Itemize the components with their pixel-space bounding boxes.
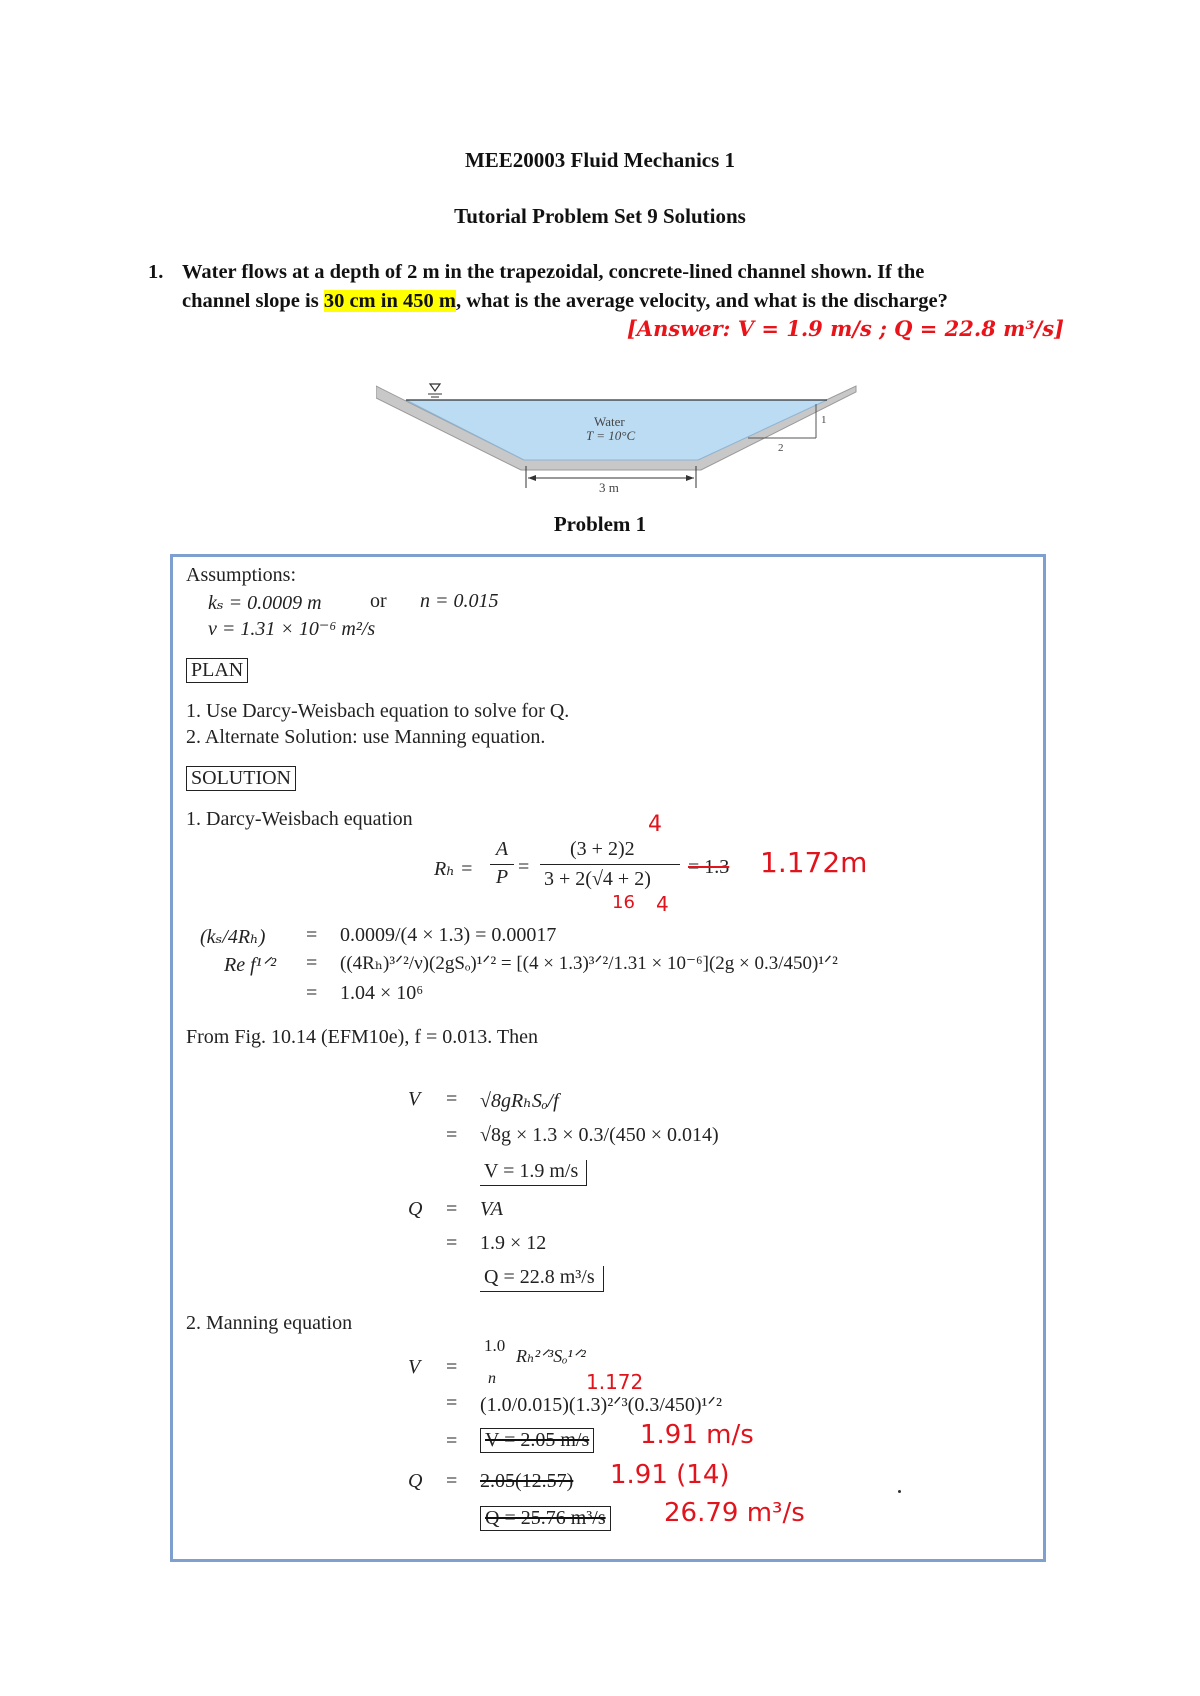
equals-sign: = <box>306 952 318 974</box>
equals-sign: = <box>446 1470 458 1492</box>
rh-lhs: Rₕ = <box>434 858 474 880</box>
darcy-weisbach-title: 1. Darcy-Weisbach equation <box>186 808 413 830</box>
q-lhs: Q <box>408 1198 423 1220</box>
solution-label: SOLUTION <box>186 766 296 791</box>
handwritten-rh: 1.172m <box>760 846 868 879</box>
q-formula: VA <box>480 1198 503 1220</box>
plan-step-2: 2. Alternate Solution: use Manning equation. <box>186 726 546 748</box>
equals-sign: = <box>446 1392 458 1414</box>
nu-assumption: ν = 1.31 × 10⁻⁶ m²/s <box>208 618 376 640</box>
v-substitution: √8g × 1.3 × 0.3/(450 × 0.014) <box>480 1124 719 1146</box>
document-subtitle: Tutorial Problem Set 9 Solutions <box>454 204 746 228</box>
manning-n: n <box>488 1370 496 1387</box>
manning-q-result-text: Q = 25.76 m³/s <box>485 1507 606 1529</box>
q-substitution: 1.9 × 12 <box>480 1232 547 1254</box>
equals-sign: = <box>446 1124 458 1146</box>
equals-sign: = <box>446 1232 458 1254</box>
equals-sign: = <box>446 1356 458 1378</box>
water-level-marker-icon <box>430 384 440 391</box>
assumptions-title: Assumptions: <box>186 564 297 586</box>
manning-rs: Rₕ²ᐟ³Sₒ¹ᐟ² <box>516 1346 586 1366</box>
handwritten-4: 4 <box>648 812 662 837</box>
q-result: Q = 22.8 m³/s <box>480 1266 604 1292</box>
equals-sign: = <box>446 1088 458 1110</box>
handwritten-4b: 4 <box>656 892 669 916</box>
temperature-label: T = 10°C <box>586 428 636 443</box>
ref-value: 1.04 × 10⁶ <box>340 982 424 1004</box>
question-line-2-pre: channel slope is <box>182 290 324 312</box>
ks-assumption: kₛ = 0.0009 m <box>208 592 322 614</box>
manning-v-result: V = 2.05 m/s <box>480 1428 594 1453</box>
equals-sign: = <box>446 1198 458 1220</box>
question-number: 1. <box>148 261 164 283</box>
arrow-right-icon <box>686 475 694 481</box>
ref-rhs: ((4Rₕ)³ᐟ²/ν)(2gSₒ)¹ᐟ² = [(4 × 1.3)³ᐟ²/1.31 × 10⁻⁶](2g × 0.3/450)¹ᐟ² <box>340 953 838 974</box>
equals-sign: = <box>446 1430 458 1452</box>
plan-step-1: 1. Use Darcy-Weisbach equation to solve for Q. <box>186 700 570 722</box>
stray-dot <box>898 1490 901 1493</box>
v-result: V = 1.9 m/s <box>480 1160 587 1186</box>
rh-perimeter: P <box>495 866 509 888</box>
manning-q-substitution: 2.05(12.57) <box>480 1470 574 1492</box>
handwritten-v: 1.91 m/s <box>640 1420 754 1450</box>
figure-caption: Problem 1 <box>553 512 647 536</box>
rh-numerator: (3 + 2)2 <box>570 838 635 860</box>
fraction-bar <box>490 864 514 865</box>
slope-vertical-label: 1 <box>821 414 827 426</box>
manning-numerator: 1.0 <box>484 1336 506 1355</box>
v-formula: √8gRₕSₒ/f <box>480 1090 559 1112</box>
rh-result: = 1.3 <box>688 856 730 878</box>
rh-denominator: 3 + 2(√4 + 2) <box>544 868 651 890</box>
equals-sign: = <box>518 856 530 878</box>
ks4rh-lhs: (kₛ/4Rₕ) <box>200 926 266 948</box>
manning-v-substitution: (1.0/0.015)(1.3)²ᐟ³(0.3/450)¹ᐟ² <box>480 1394 722 1416</box>
slope-horizontal-label: 2 <box>778 442 784 454</box>
ks4rh-rhs: 0.0009/(4 × 1.3) = 0.00017 <box>340 924 557 946</box>
handwritten-q2: 26.79 m³/s <box>664 1498 805 1528</box>
rh-area: A <box>495 838 509 860</box>
v-lhs: V <box>408 1088 421 1110</box>
question-line-1: Water flows at a depth of 2 m in the trapezoidal, concrete-lined channel shown. If the <box>182 261 925 283</box>
answer-text: [Answer: V = 1.9 m/s ; Q = 22.8 m³/s] <box>626 316 1064 341</box>
fraction-bar <box>540 864 680 865</box>
question-line-2-post: , what is the average velocity, and what is the discharge? <box>455 290 948 312</box>
manning-q-lhs: Q <box>408 1470 423 1492</box>
handwritten-16: 16 <box>612 892 635 913</box>
equals-sign: = <box>306 924 318 946</box>
or-text: or <box>370 590 387 612</box>
channel-figure <box>376 378 866 498</box>
width-label: 3 m <box>596 480 622 496</box>
handwritten-q1: 1.91 (14) <box>610 1460 730 1490</box>
water-label: Water <box>594 414 625 429</box>
manning-v-lhs: V <box>408 1356 421 1378</box>
manning-title: 2. Manning equation <box>186 1312 353 1334</box>
handwritten-1172: 1.172 <box>586 1370 644 1394</box>
highlighted-slope: 30 cm in 450 m <box>323 290 456 312</box>
manning-q-result <box>480 1506 611 1531</box>
course-title: MEE20003 Fluid Mechanics 1 <box>464 148 736 172</box>
n-assumption: n = 0.015 <box>420 590 499 612</box>
equals-sign: = <box>306 982 318 1004</box>
arrow-left-icon <box>528 475 536 481</box>
figure-reference: From Fig. 10.14 (EFM10e), f = 0.013. Then <box>186 1026 539 1048</box>
question-line-2 <box>182 287 1062 316</box>
plan-label: PLAN <box>186 658 248 683</box>
ref-lhs: Re f¹ᐟ² <box>224 954 277 976</box>
